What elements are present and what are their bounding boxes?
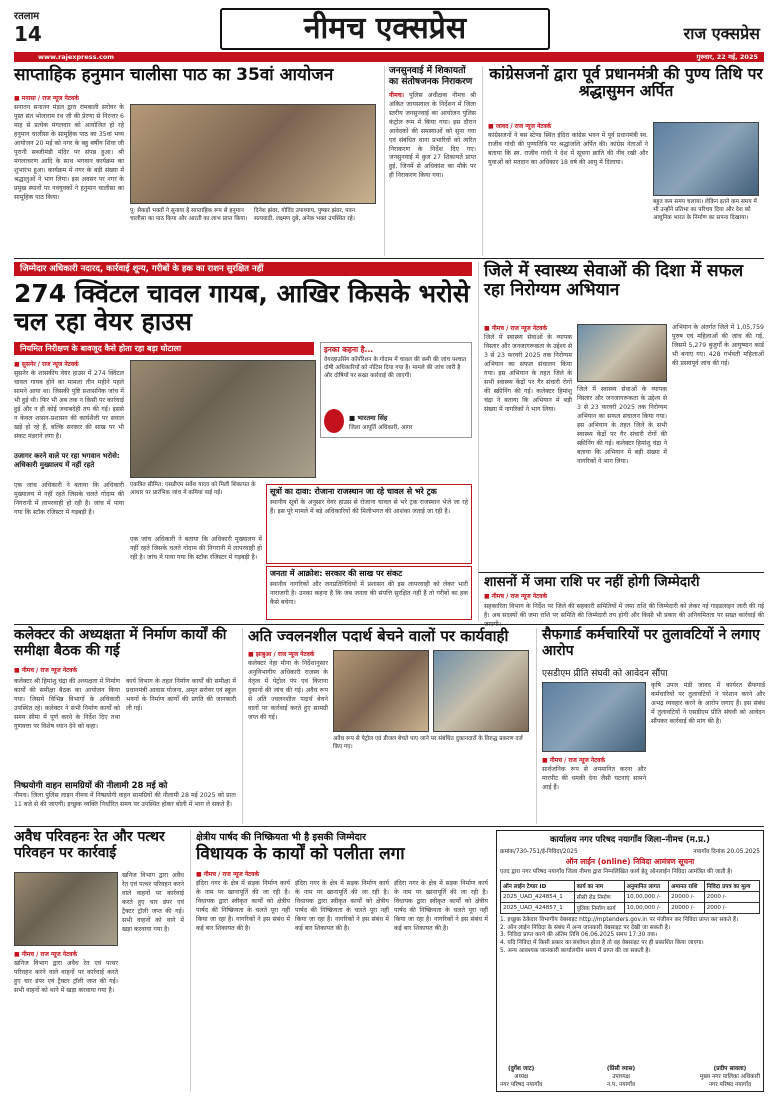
table-cell: 20000 /- <box>669 891 705 902</box>
city-label: रतलाम <box>14 11 40 22</box>
table-cell: 10,00,000 /- <box>624 891 668 902</box>
story-headline: शासनों में जमा राशि पर नहीं होगी जिम्मेदारी <box>484 574 700 590</box>
table-cell: 2025_UAD_424854_1 <box>501 891 575 902</box>
quote-text: वेयरहाउसिंग कॉर्पोरेशन के गोदाम में चावल की कमी की जांच पश्चात दोषी अधिकारियों को नोटिस दिया गया है। मामले की जांच जारी है और दोषियों पर सख्त कार्रवाई की जाएगी। <box>324 357 467 379</box>
story-photo <box>653 122 759 196</box>
story-body: खनिज विभाग द्वारा अवैध रेत एवं पत्थर परिवहन करने वाले वाहनों पर कार्रवाई करते हुए चार डंपर एवं ट्रैक्टर ट्रॉली जप्त की गई। सभी वाहनों को थाने में खड़ा करवाया गया है। <box>122 872 184 933</box>
photo-caption: बहुत कम समय चलाया। लेकिन इतने कम समय में भी उन्होंने प्रतिभा का परिचय दिया और देश को आधुनिक भारत के निर्माण का सपना दिखाया। <box>653 199 757 221</box>
divider <box>14 258 764 259</box>
story-photo <box>130 104 376 204</box>
story-body: इंदिरा नगर के क्षेत्र में सड़क निर्माण कार्य के नाम पर खानापूर्ति की जा रही है। विधायक द्वारा स्वीकृत कार्यों को क्षेत्रीय पार्षद की निष्क्रियता के चलते पूरा नहीं किया जा रहा है। नागरिकों ने इस संबंध में कई बार शिकायत की है। <box>196 880 290 932</box>
story-kicker: क्षेत्रीय पार्षद की निष्क्रियता भी है इसकी जिम्मेदार <box>196 832 366 843</box>
story-body-3: एक जांच अधिकारी ने बताया कि अधिकारी मुख्यालय में नहीं रहते जिसके चलते गोदाम की निगरानी में लापरवाही हो रही है। जांच में पाया गया कि स्टॉक रजिस्टर में गड़बड़ी है। <box>130 536 262 561</box>
story-byline: ■ जावद / राज न्यूज नेटवर्क <box>488 123 552 130</box>
table-header-row <box>501 880 760 891</box>
tender-ref-no: क्रमांक/730-751/ई-निविदा/2025 <box>500 849 578 855</box>
signatory-org: न.प. नयागाँव <box>606 1082 636 1088</box>
story-headline: अवैध परिवहनः रेत और पत्थर परिवहन पर कार्रवाई <box>14 829 165 861</box>
story-collector-review <box>14 628 236 824</box>
website-bar <box>14 52 764 62</box>
story-headline: कलेक्टर की अध्यक्षता में निर्माण कार्यों की समीक्षा बैठक की गई <box>14 627 227 659</box>
story-body: कांग्रेसजनों ने बस स्टेण्ड स्थित इंदिरा कांग्रेस भवन में पूर्व प्रधानमंत्री स्व. राजीव गांधी की पुण्यतिथि पर श्रद्धांजलि अर्पित की। कांग्रेस नेताओं ने बताया कि स्व. राजीव गांधी ने देश में सूचना क्रांति की नींव रखी और युवाओं को मतदान का अधिकार 18 वर्ष की आयु में दिलाया। <box>488 132 648 166</box>
table-cell: 20000 /- <box>669 902 705 913</box>
signatory-role: उपाध्यक्ष <box>612 1074 630 1080</box>
signatory-name: (दुर्गेश जाट) <box>507 1066 535 1072</box>
story-body: कलेक्टर नेहा मीना के निर्देशानुसार अनुविभागीय अधिकारी राजस्व के नेतृत्व में पेट्रोल पंप एवं किराना दुकानों की जांच की गई। अवैध रूप से अति ज्वलनशील पदार्थ बेचने वालों पर कार्रवाई करते हुए सामग्री जप्त की गई। <box>248 660 328 721</box>
divider <box>14 826 764 827</box>
table-row <box>501 891 760 902</box>
story-byline: ■ मनासा / राज न्यूज नेटवर्क <box>14 95 79 102</box>
quote-role: जिला आपूर्ति अधिकारी, आगर <box>349 425 413 431</box>
story-byline: ■ झाबुआ / राज न्यूज नेटवर्क <box>248 651 315 658</box>
table-row <box>501 902 760 913</box>
signature-left <box>500 1064 542 1088</box>
tender-office: कार्यालय नगर परिषद नयागाँव जिला–नीमच (म.प्र.) <box>549 835 711 845</box>
table-header: कार्य का नाम <box>574 880 624 891</box>
story-safeguard <box>536 628 764 824</box>
story-body-2: एक जांच अधिकारी ने बताया कि अधिकारी मुख्यालय में नहीं रहते जिसके चलते गोदाम की निगरानी में लापरवाही हो रही है। जांच में पाया गया कि स्टॉक रजिस्टर में गड़बड़ी है। <box>14 482 124 516</box>
quote-title: इनका कहना है... <box>324 345 374 354</box>
story-byline: ■ नीमच / राज न्यूज नेटवर्क <box>484 325 548 332</box>
story-body-2: सार्वजनिक रूप से अपमानित करना और मारपीट की धमकी देना जैसी घटनाएं सामने आई हैं। <box>542 766 646 791</box>
story-illegal-transport <box>14 830 184 1092</box>
signature-right <box>700 1064 760 1088</box>
table-cell: पुलिया निर्माण कार्य <box>574 902 624 913</box>
story-kicker: जिम्मेदार अधिकारी नदारद, कार्रवाई शून्य, गरीबों के हक का राशन सुरक्षित नहीं <box>14 262 472 276</box>
masthead <box>0 0 778 62</box>
story-body: सहकारिता विभाग के निर्देश पर जिले की सहकारी समितियों में जमा राशि की जिम्मेदारी को लेकर नई गाइडलाइन जारी की गई है। अब सदस्यों की जमा राशि पर समिति की जिम्मेदारी तय होगी और किसी भी प्रकार की अनियमितता पर सख्त कार्रवाई की <box>484 603 764 620</box>
table-cell: 2000 /- <box>704 891 759 902</box>
photo-caption: एकत्रित सीमित: एसडीएम सर्वेश यादव को मिली शिकायत के आधार पर प्रारंभिक जांच में कमियां पाई गईं। <box>130 482 256 496</box>
masthead-title: नीमच एक्सप्रेस <box>220 8 550 50</box>
table-cell: 2025_UAD_424857_1 <box>501 902 575 913</box>
brand-name: राज एक्सप्रेस <box>683 24 760 43</box>
story-byline: ■ नीमच / राज न्यूज नेटवर्क <box>14 951 78 958</box>
story-photo <box>333 650 429 732</box>
tender-notice <box>496 830 764 1092</box>
story-body-3: इंदिरा नगर के क्षेत्र में सड़क निर्माण कार्य के नाम पर खानापूर्ति की जा रही है। विधायक द्वारा स्वीकृत कार्यों को क्षेत्रीय पार्षद की निष्क्रियता के चलते पूरा नहीं किया जा रहा है। नागरिकों ने इस संबंध में कई बार शिकायत की है। <box>394 880 488 932</box>
story-body-2: कार्य विभाग के तहत निर्माण कार्यों की समीक्षा में प्रधानमंत्री आवास योजना, अमृत सरोवर एवं स्कूल भवनों के निर्माण कार्यों की प्रगति की जानकारी ली गई। <box>126 678 236 712</box>
divider <box>14 624 764 625</box>
story-body: पुलिस अधीक्षक नीमच श्री अंकित जायसवाल के निर्देशन में जिला स्तरीय जनसुनवाई का आयोजन पुलिस कंट्रोल रूम में किया गया। इस दौरान आवेदकों की समस्याओं को सुना गया एवं संबंधित थाना प्रभारियों को त्वरित निराकरण के निर्देश दिए गए। जनसुनवाई में कुल 27 शिकायतें प्राप्त हुई, जिनमें से अधिकांश का मौके पर ही निराकरण किया गया। <box>389 91 477 180</box>
story-dateline: नीमच। <box>389 91 405 99</box>
story-photo <box>577 324 667 382</box>
story-body-2: खनिज विभाग द्वारा अवैध रेत एवं पत्थर परिवहन करने वाले वाहनों पर कार्रवाई करते हुए चार डंपर एवं ट्रैक्टर ट्रॉली जप्त की गई। सभी वाहनों को थाने में खड़ा करवाया गया है। <box>14 960 118 994</box>
page-number: 14 <box>14 22 42 46</box>
signatory-name: (प्रदीप सावला) <box>713 1066 747 1072</box>
story-byline: ■ नीमच / राज न्यूज नेटवर्क <box>542 757 606 764</box>
story-photo-2 <box>433 650 529 732</box>
story-subhead: नियमित निरीक्षण के बावजूद कैसे होता रहा बड़ा घोटाला <box>14 342 314 355</box>
story-body: सनातन सनातन मंडल द्वारा रामबाली सरोवर के पुस्त संत भोलाराम रथ जी की प्रेरणा से निरन्तर 6 माह से प्रत्येक मंगलवार को आयोजित हो रहे हनुमान चालीसा के सामूहिक पाठ का 35वां भव्य आयोजन 20 मई को नगर के बहु बर्षीय शिवा जी पुरानी सब्जीमंडी मंदिर पर संपन्न हुआ। श्री मंगलाचरण आदि के साथ भगवान कार्यक्रम का शुभारंभ हुआ। कार्यक्रम में नगर के बड़ी संख्या में श्रद्धालुओं ने भाग लिया। इस अवसर पर नगर के प्रमुख स्थानों पर नवयुवकों ने हनुमान चालीसा का सामूहिक पाठ किया। <box>14 104 124 201</box>
story-body: कृषि उपज मंडी जावद में कार्यरत सैफगार्ड कर्मचारियों पर तुलावटियों ने परेशान करने और अभद्र व्यवहार करने के आरोप लगाए हैं। इस संबंध में तुलावटियों ने एसडीएम प्रीति संघवी को आवेदन सौंपकर कार्रवाई की मांग की है। <box>651 682 765 725</box>
signatory-org: नगर परिषद नयागाँव <box>708 1082 752 1088</box>
story-headline: सैफगार्ड कर्मचारियों पर तुलावटियों ने लगाए आरोप <box>542 627 760 659</box>
story-subhead: एसडीएम प्रीति संघवी को आवेदन सौंपा <box>542 669 668 679</box>
rice-box <box>266 484 472 564</box>
story-body: कलेक्टर श्री हिमांशु चंद्रा की अध्यक्षता में निर्माण कार्यों की समीक्षा बैठक का आयोजन किया गया। जिसमें विभिन्न विभागों के अधिकारी उपस्थित रहे। कलेक्टर ने सभी निर्माण कार्यों को समय सीमा में पूर्ण करने के निर्देश दिए तथा गुणवत्ता पर विशेष ध्यान देने को कहा। <box>14 678 121 730</box>
story-headline: अति ज्वलनशील पदार्थ बेचने वालों पर कार्यवाही <box>248 627 509 645</box>
story-headline: जनसुनवाई में शिकायतों का संतोषजनक निराकरण <box>389 66 473 87</box>
story-headline: 274 क्विंटल चावल गायब, आखिर किसके भरोसे चल रहा वेयर हाउस <box>14 279 470 336</box>
story-headline: विधायक के कार्यों को पलीता लगा <box>196 844 405 864</box>
quote-avatar <box>324 409 344 433</box>
story-photo <box>14 872 118 946</box>
photo-caption-2: दिनेश झंवर, गोविंद उपाध्याय, पुष्कर झंवर, पवन सत्यवादी, लक्ष्मण दुबे, अनेक भक्त उपस्थित रहे। <box>254 208 355 222</box>
tender-note: 4. यदि निविदा में किसी प्रकार का संशोधन होता है तो वह वेबसाइट पर ही प्रकाशित किया जाएगा। <box>500 940 704 947</box>
story-inflammable <box>242 628 530 824</box>
story-deposit <box>478 572 764 622</box>
story-warehouse-rice <box>14 262 472 622</box>
story-body-mid: जिले में स्वास्थ्य सेवाओं के व्यापक विस्तार और जनजागरूकता के उद्देश्य से 3 से 23 फरवरी 2025 तक निरोग्यम अभियान का सफल संचालन किया गया। इस अभियान के तहत जिले के सभी स्वास्थ्य केंद्रों पर गैर संचारी रोगों की स्क्रीनिंग की गई। कलेक्टर हिमांशु चंद्रा ने बताया कि अभियान में बड़ी संख्या में नागरिकों ने भाग लिया। <box>577 386 667 465</box>
story-body-2: अभियान के अंतर्गत जिले में 1,05,759 पुरुष एवं महिलाओं की जांच की गई, जिसमें 5,279 बुजुर्गों के आयुष्मान कार्ड भी बनाए गए। 428 गर्भवती महिलाओं की प्रसवपूर्व जांच की गई। <box>672 324 764 367</box>
table-header: अनुमानित लागत <box>624 880 668 891</box>
tender-signatures <box>500 1064 760 1088</box>
signatory-org: नगर परिषद नयागाँव <box>500 1082 543 1088</box>
photo-caption: पू: सैकड़ों भक्तों ने सुनाया है साप्ताहिक रूप से हनुमान चालीसा का पाठ किया और आरती का लाभ प्राप्त किया। <box>130 208 248 222</box>
box-title: जनता में आक्रोश: सरकार की साख पर संकट <box>270 569 403 578</box>
tender-note: 5. अन्य आवश्यक जानकारी कार्यालयीन समय में प्राप्त की जा सकती है। <box>500 948 651 955</box>
tender-table <box>500 880 760 914</box>
story-body: सुसनेर के शासकीय वेयर हाउस में 274 क्विंटल चावल गायब होने का मामला तीन महीने पहले सामने आया था। जिसकी पुष्टि प्रशासनिक जांच में भी हुई थी। फिर भी अब तक न किसी पर कार्रवाई हुई और न ही कोई जवाबदेही तय की गई। इससे न केवल शासन-प्रशासन की कार्यशैली पर सवाल खड़े हो रहे हैं, बल्कि सरकार की साख पर भी संकट मंडराने लगा है। <box>14 370 124 440</box>
tender-note: 1. इच्छुक ठेकेदार विभागीय वेबसाइट http://mptenders.gov.in पर पंजीयन कर निविदा प्राप्त कर सकते हैं। <box>500 916 739 923</box>
signatory-name: (प्रिंसी व्यास) <box>606 1066 636 1072</box>
story-nirogyam <box>478 262 764 572</box>
tender-ref-date: नयागाँव दिनांक 20.05.2025 <box>693 849 760 855</box>
story-byline: ■ नीमच / राज न्यूज नेटवर्क <box>196 871 260 878</box>
signatory-role: अध्यक्ष <box>514 1074 529 1080</box>
tender-note: 3. निविदा प्राप्त करने की अंतिम तिथि 06.06.2025 समय 17:30 तक। <box>500 932 658 939</box>
auction-subhead: निष्प्रयोगी वाहन सामग्रियों की नीलामी 28 मई को <box>14 781 168 791</box>
story-jansunvai <box>384 66 476 256</box>
story-headline: जिले में स्वास्थ्य सेवाओं की दिशा में सफल रहा निरोग्यम अभियान <box>484 261 744 301</box>
story-byline: ■ नीमच / राज न्यूज नेटवर्क <box>14 667 78 674</box>
tender-notice-title: ऑन लाईन (online) निविदा आमंत्रण सूचना <box>565 857 695 866</box>
photo-caption: अवैध रूप से पेट्रोल एवं डीजल बेचते पाए जाने पर संबंधित दुकानदारों के विरुद्ध प्रकरण दर्ज किए गए। <box>333 736 523 750</box>
signatory-role: मुख्य नगर पालिका अधिकारी <box>699 1074 760 1080</box>
story-subhead-2: उजागर करने वाले पर रहा भगवान भरोसे: अधिकारी मुख्यालय में नहीं रहते <box>14 452 120 470</box>
box-body: स्थानीय सूत्रों के अनुसार वेयर हाउस से रोजाना चावल से भरे ट्रक राजस्थान भेजे जा रहे हैं। इस पूरे मामले में बड़े अधिकारियों की मिलीभगत की आशंका जताई जा रही है। <box>270 498 468 515</box>
table-header: ऑन लाईन टेण्डर ID <box>501 880 575 891</box>
auction-body: नीमच। जिला पुलिस लाइन नीमच में निष्प्रयोगी वाहन सामग्रियों की नीलामी 28 मई 2025 को प्रातः 11 बजे से की जाएगी। इच्छुक व्यक्ति निर्धारित समय पर उपस्थित होकर बोली में भाग ले सकते हैं। <box>14 792 236 808</box>
tender-notes <box>500 917 760 956</box>
warehouse-photo <box>130 360 316 478</box>
quote-name: ■ भारतमा सिंह <box>349 414 388 422</box>
story-headline: साप्ताहिक हनुमान चालीसा पाठ का 35वां आयोजन <box>14 65 334 85</box>
story-body: जिले में स्वास्थ्य सेवाओं के व्यापक विस्तार और जनजागरूकता के उद्देश्य से 3 से 23 फरवरी 2025 तक निरोग्यम अभियान का सफल संचालन किया गया। इस अभियान के तहत जिले के सभी स्वास्थ्य केंद्रों पर गैर संचारी रोगों की स्क्रीनिंग की गई। कलेक्टर हिमांशु चंद्रा ने बताया कि अभियान में बड़ी संख्या में नागरिकों ने भाग लिया। <box>484 334 572 413</box>
table-header: निविदा प्रपत्र का मूल्य <box>704 880 759 891</box>
tender-note: 2. ऑन लाईन निविदा के संबंध में अन्य जानकारी वेबसाइट पर देखी जा सकती है। <box>500 924 671 931</box>
table-cell: 2000 /- <box>704 902 759 913</box>
tender-intro: एतद द्वारा नगर परिषद नयागाँव जिला नीमच द्वारा निम्नलिखित कार्य हेतु ऑनलाईन निविदा आमंत्रित की जाती है। <box>500 869 733 875</box>
website-link[interactable]: www.rajexpress.com <box>38 53 115 61</box>
story-hanuman-chalisa <box>14 66 378 256</box>
story-byline: ■ नीमच / राज न्यूज नेटवर्क <box>484 593 548 601</box>
signature-mid <box>607 1064 635 1088</box>
table-header: अमानत राशि <box>669 880 705 891</box>
story-mla-works <box>190 830 490 1092</box>
outrage-box <box>266 566 472 620</box>
quote-box <box>320 342 472 438</box>
story-congress-tribute <box>482 66 764 256</box>
table-cell: 10,00,000 /- <box>624 902 668 913</box>
box-body: स्थानीय नागरिकों और जनप्रतिनिधियों में प्रशासन की इस लापरवाही को लेकर भारी नाराजगी है। उनका कहना है कि जब जनता की संपत्ति सुरक्षित नहीं है तो गरीबों का हक कैसे बचेगा। <box>270 580 468 606</box>
box-title: सूत्रों का दावा: रोजाना राजस्थान जा रहे चावल से भरे ट्रक <box>270 487 437 496</box>
story-byline: ■ सुसनेर / राज न्यूज नेटवर्क <box>14 361 79 368</box>
story-body-2: इंदिरा नगर के क्षेत्र में सड़क निर्माण कार्य के नाम पर खानापूर्ति की जा रही है। विधायक द्वारा स्वीकृत कार्यों को क्षेत्रीय पार्षद की निष्क्रियता के चलते पूरा नहीं किया जा रहा है। नागरिकों ने इस संबंध में कई बार शिकायत की है। <box>295 880 389 932</box>
table-cell: सीसी रोड निर्माण <box>574 891 624 902</box>
story-headline: कांग्रेसजनों द्वारा पूर्व प्रधानमंत्री की पुण्य तिथि पर श्रद्धासुमन अर्पित <box>489 65 763 101</box>
story-photo <box>542 682 646 752</box>
issue-date: गुरुवार, 22 मई, 2025 <box>696 53 758 61</box>
